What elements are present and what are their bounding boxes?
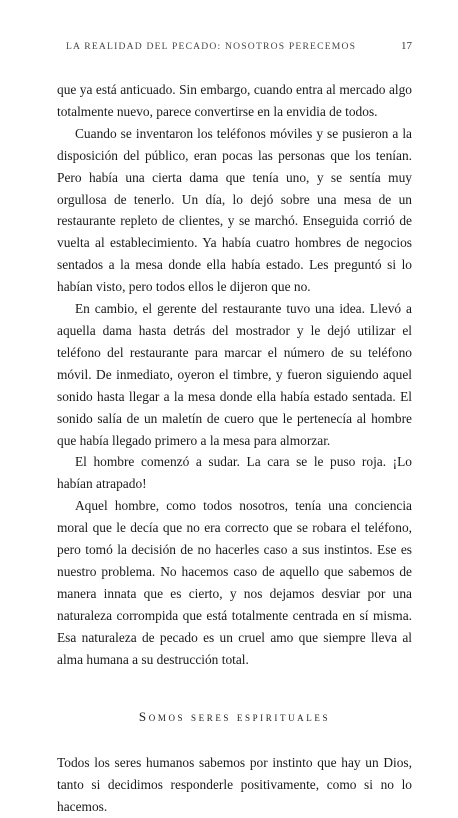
running-head — [66, 40, 412, 52]
paragraph-3: En cambio, el gerente del restaurante tuvo una idea. Llevó a aquella dama hasta detrás del mostrador y le dejó utilizar el teléfono del restaurante para marcar el número de su teléfono móvil. De inmediato, oyeron el timbre, y fueron siguiendo aquel sonido hasta llegar a la mesa donde ella había estado sentada. El sonido salía de un maletín de cuero que le pertenecía al hombre que había llegado primero a la mesa para almorzar. — [57, 301, 412, 448]
paragraph-4: El hombre comenzó a sudar. La cara se le puso roja. ¡Lo habían atrapado! — [57, 454, 412, 492]
section-heading: Somos seres espirituales — [138, 709, 331, 725]
page-number: 17 — [401, 40, 412, 52]
body-text — [57, 79, 412, 818]
section-paragraph: Todos los seres humanos sabemos por instinto que hay un Dios, tanto si decidimos responderle positivamente, como si no lo hacemos. — [57, 755, 412, 815]
paragraph-2: Cuando se inventaron los teléfonos móviles y se pusieron a la disposición del público, eran pocas las personas que los tenían. Pero había una cierta dama que tenía uno, y se sentía muy orgullosa de tenerlo. Un día, lo dejó sobre una mesa de un restaurante repleto de clientes, y se marchó. Enseguida corrió de vuelta al establecimiento. Ya había cuatro hombres de negocios sentados a la mesa donde ella había estado. Les preguntó si lo habían visto, pero todos ellos le dijeron que no. — [57, 125, 412, 295]
paragraph-5: Aquel hombre, como todos nosotros, tenía una conciencia moral que le decía que no era correcto que se robara el teléfono, pero tomó la decisión de no hacerles caso a sus instintos. Ese es nuestro problema. No hacemos caso de aquello que sabemos de manera innata que es cierto, y nos dejamos desviar por una naturaleza corrompida que está totalmente centrada en sí misma. Esa naturaleza de pecado es un cruel amo que siempre lleva al alma humana a su destrucción total. — [57, 498, 412, 667]
paragraph-1: que ya está anticuado. Sin embargo, cuando entra al mercado algo totalmente nuevo, parece convertirse en la envidia de todos. — [57, 82, 412, 119]
running-title: LA REALIDAD DEL PECADO: NOSOTROS PERECEMOS — [66, 41, 357, 52]
